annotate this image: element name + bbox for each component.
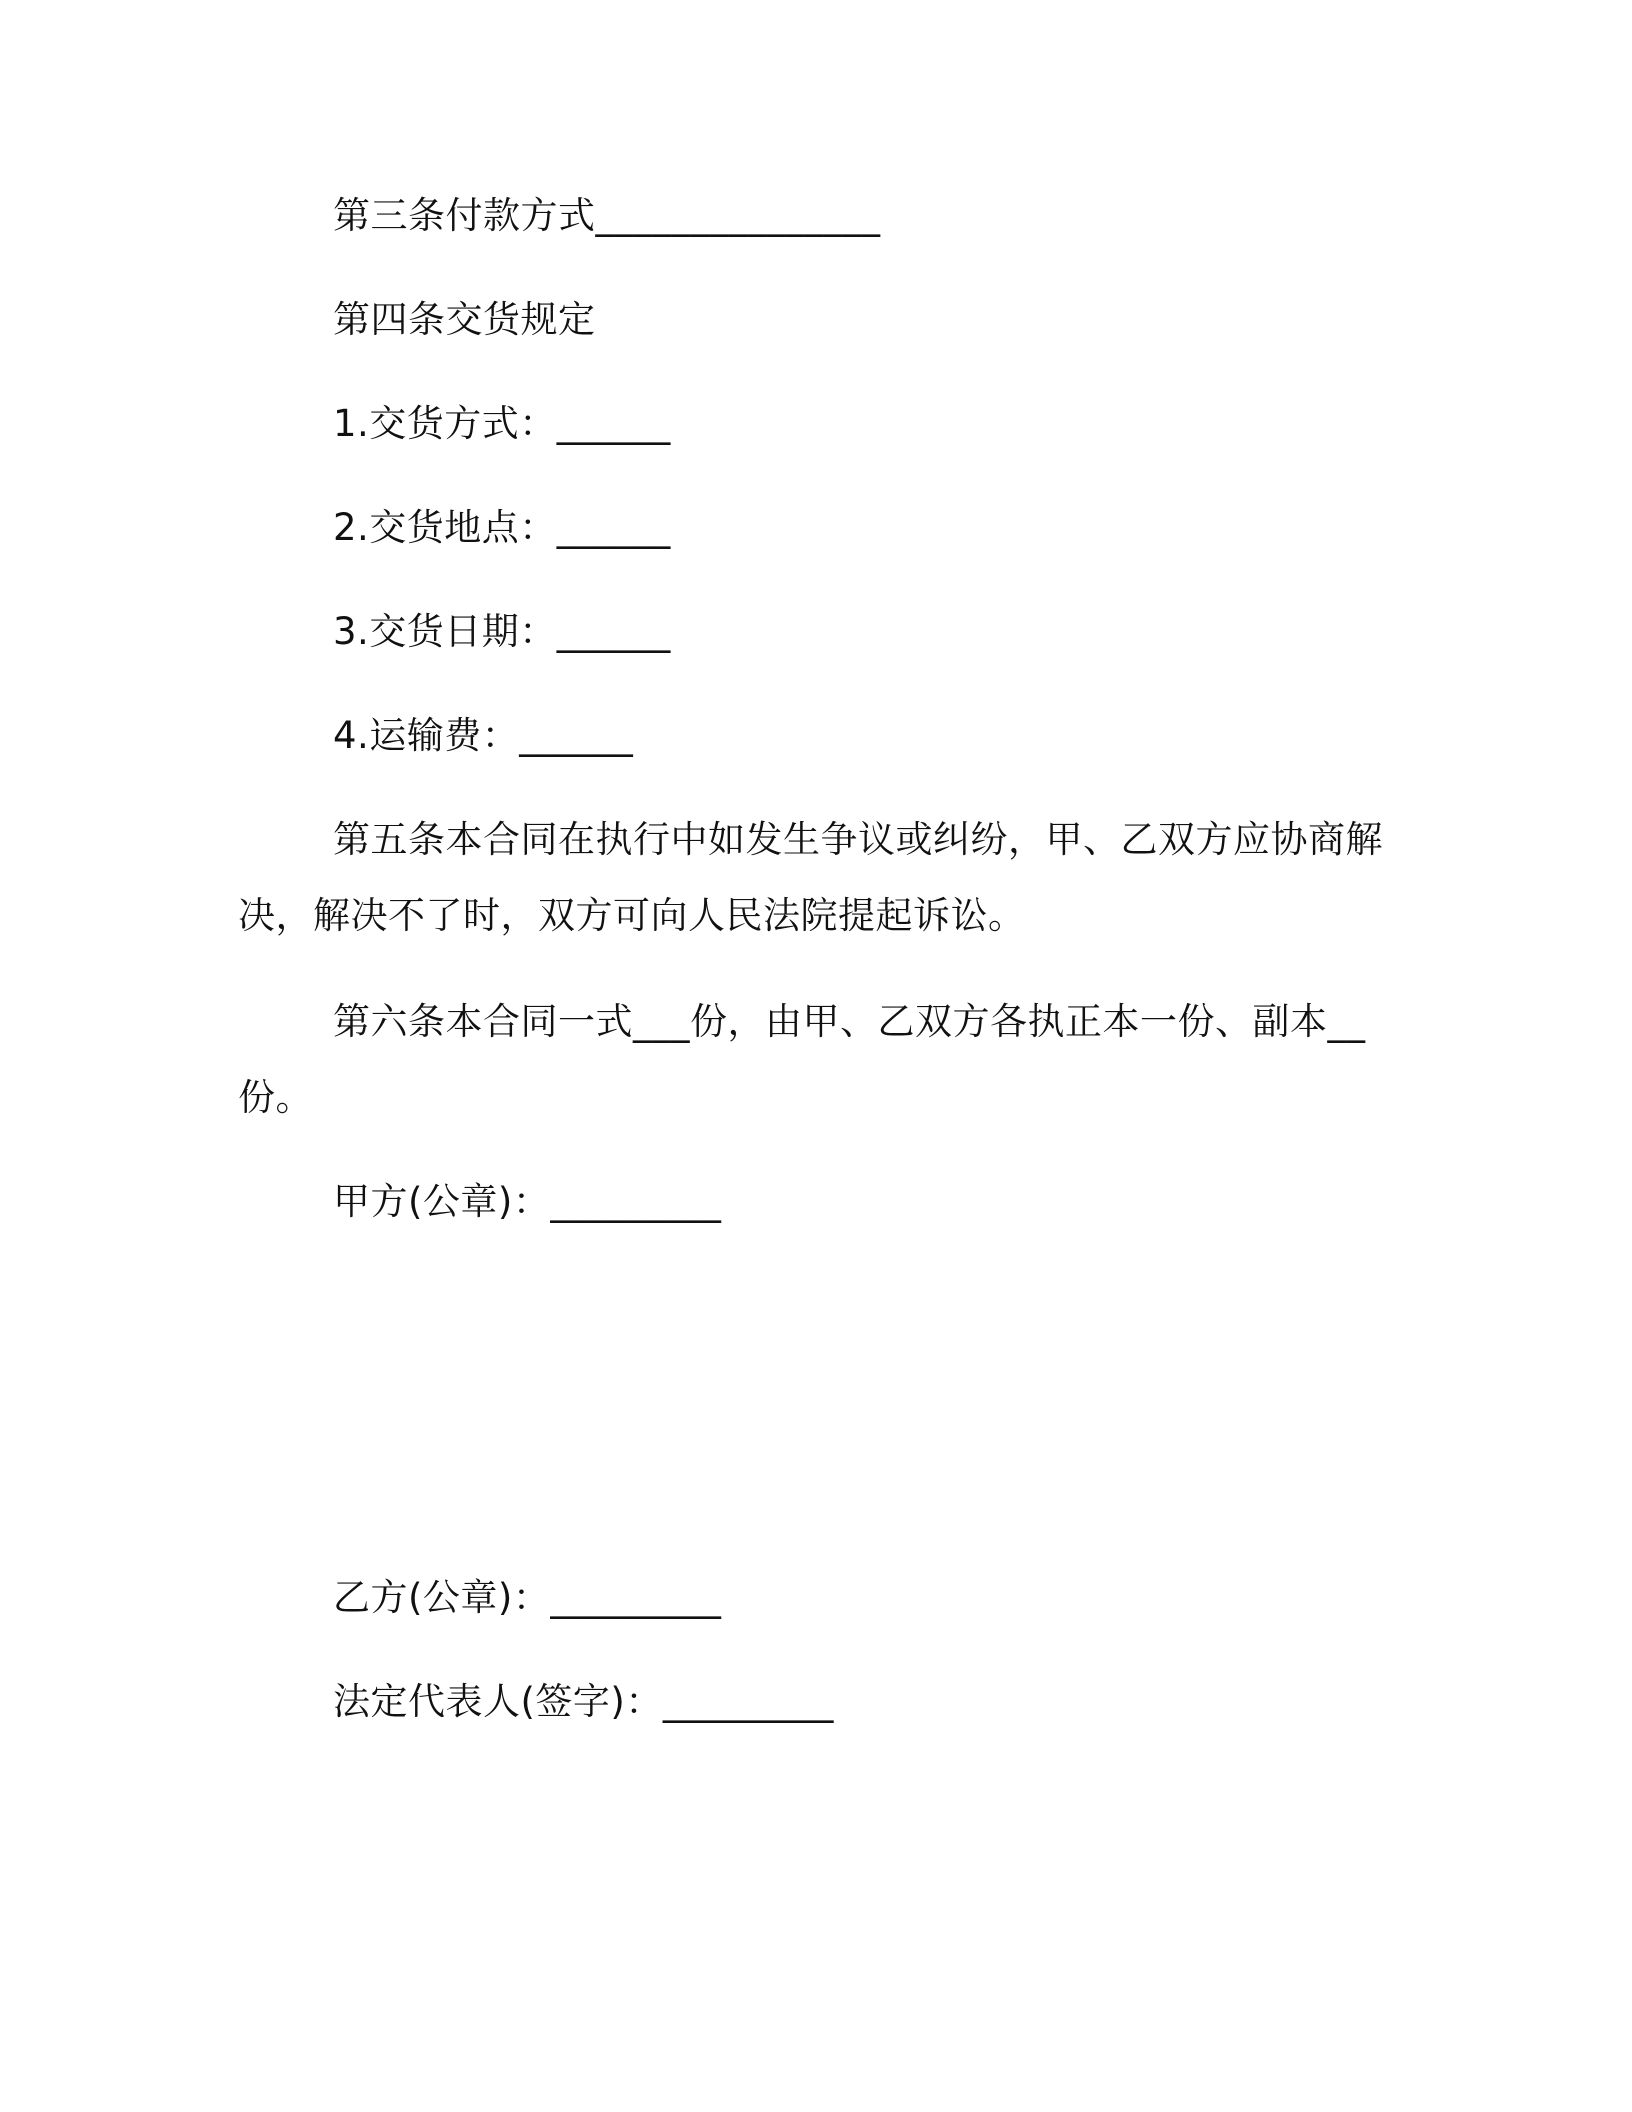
party-b-seal: 乙方(公章)：_________ bbox=[333, 1576, 722, 1619]
article-5-dispute-line-2: 决，解决不了时，双方可向人民法院提起诉讼。 bbox=[238, 894, 1026, 937]
article-3-payment-method: 第三条付款方式_______________ bbox=[333, 194, 881, 237]
article-5-dispute-line-1: 第五条本合同在执行中如发生争议或纠纷，甲、乙双方应协商解 bbox=[333, 818, 1383, 861]
party-a-seal: 甲方(公章)：_________ bbox=[333, 1180, 722, 1223]
article-4-delivery-rules: 第四条交货规定 bbox=[333, 298, 596, 341]
article-6-copies-line-2: 份。 bbox=[238, 1076, 313, 1119]
transport-fee: 4.运输费：______ bbox=[333, 714, 634, 757]
delivery-method: 1.交货方式：______ bbox=[333, 402, 671, 445]
legal-representative-signature: 法定代表人(签字)：_________ bbox=[333, 1680, 834, 1723]
delivery-date: 3.交货日期：______ bbox=[333, 610, 671, 653]
delivery-location: 2.交货地点：______ bbox=[333, 506, 671, 549]
article-6-copies-line-1: 第六条本合同一式___份，由甲、乙双方各执正本一份、副本__ bbox=[333, 1000, 1366, 1043]
